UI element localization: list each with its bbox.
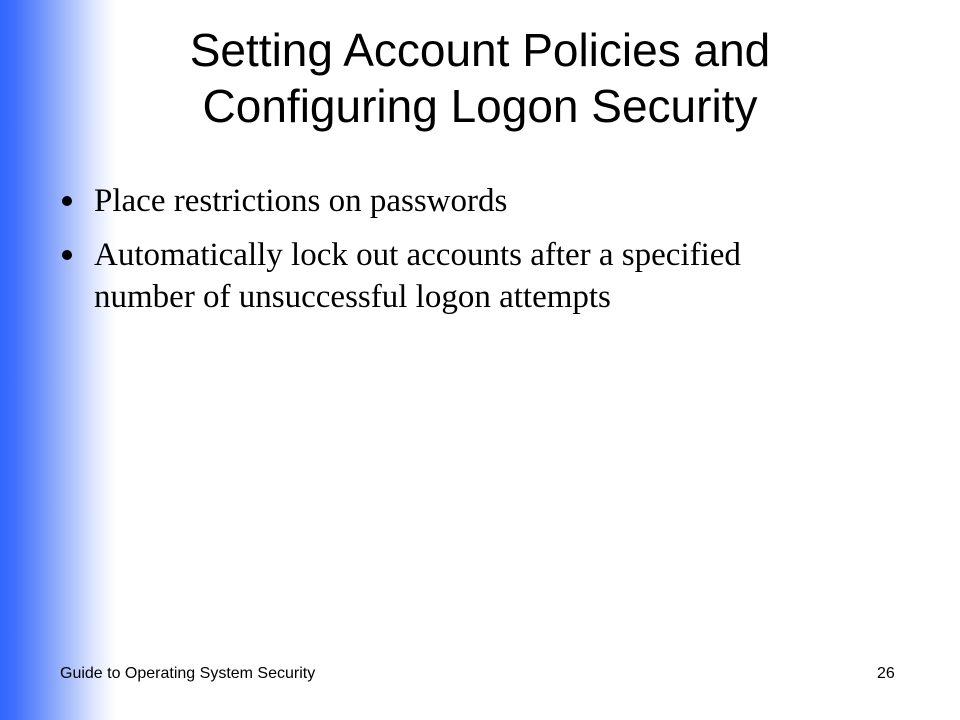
page-number: 26 (877, 665, 895, 682)
footer-text: Guide to Operating System Security (60, 665, 316, 682)
slide-title (60, 22, 900, 134)
bullet-item (62, 234, 822, 318)
bullet-item (62, 180, 822, 222)
bullet-text: Place restrictions on passwords (94, 183, 508, 219)
bullet-text: Automatically lock out accounts after a specified number of unsuccessful logon attempts (94, 237, 741, 315)
bullet-dot-icon (62, 250, 72, 260)
bullet-list (62, 180, 822, 330)
slide-title-line-2: Configuring Logon Security (202, 80, 758, 132)
slide-title-line-1: Setting Account Policies and (189, 24, 771, 76)
bullet-dot-icon (62, 196, 72, 206)
